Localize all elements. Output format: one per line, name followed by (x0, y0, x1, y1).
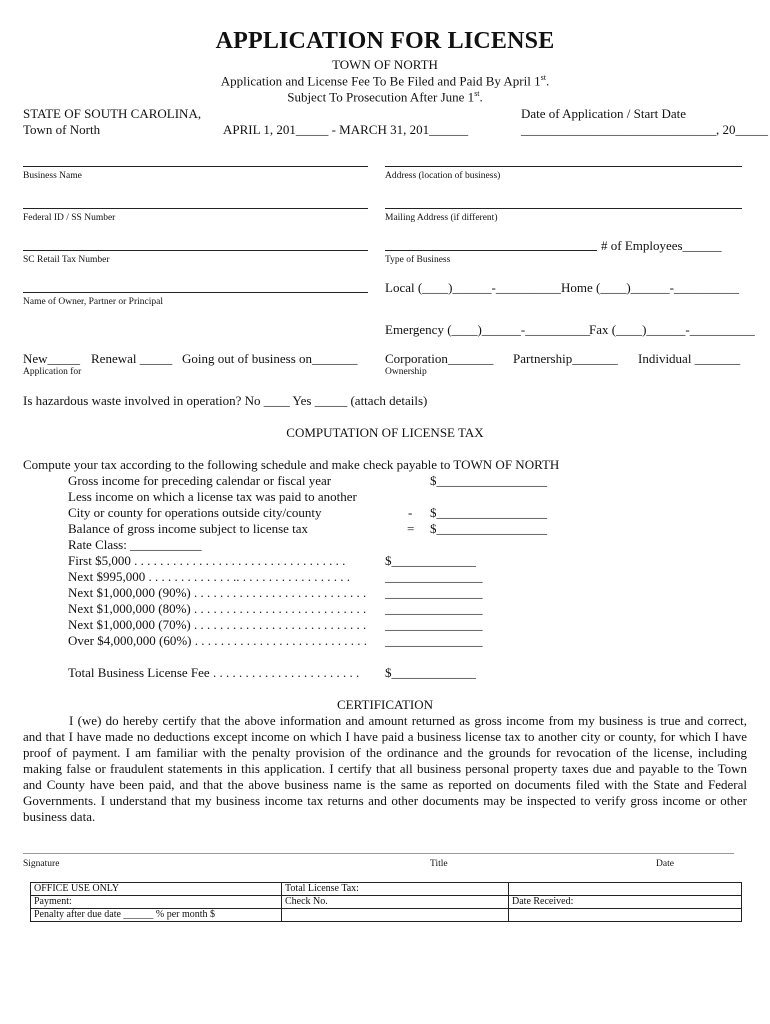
owner-name-field[interactable] (23, 292, 368, 293)
rate-row-field[interactable]: _______________ (385, 633, 483, 648)
rate-row: Next $1,000,000 (90%) . . . . . . . . . . . . . . . . . . . . . . . . . . . (68, 585, 367, 600)
rate-row: Over $4,000,000 (60%) . . . . . . . . . . . . . . . . . . . . . . . . . . . (68, 633, 367, 648)
balance-field[interactable]: $_________________ (430, 521, 547, 536)
office-use-only-cell: OFFICE USE ONLY (31, 883, 282, 896)
rate-row-field[interactable]: _______________ (385, 601, 483, 616)
local-phone-field[interactable]: Local (____)______-__________ (385, 280, 561, 295)
mailing-address-field[interactable] (385, 208, 742, 209)
gross-income-label: Gross income for preceding calendar or fiscal year (68, 473, 332, 488)
individual-field[interactable]: Individual _______ (638, 351, 741, 366)
application-for-label: Application for (23, 367, 82, 377)
less-income-label: Less income on which a license tax was paid to another (68, 489, 357, 504)
total-license-tax-cell[interactable]: Total License Tax: (282, 883, 509, 896)
home-phone-field[interactable]: Home (____)______-__________ (561, 280, 740, 295)
empty-cell (509, 909, 742, 922)
rate-row: Next $995,000 . . . . . . . . . . . . . .. . . . . . . . . . . . . . . . . . (68, 569, 351, 584)
outside-income-field[interactable]: $_________________ (430, 505, 547, 520)
date-received-cell[interactable]: Date Received: (509, 896, 742, 909)
outside-ops-label: City or county for operations outside city/county (68, 505, 322, 520)
rate-row-field[interactable]: $_____________ (385, 553, 476, 568)
date-label: Date (656, 859, 674, 869)
federal-id-label: Federal ID / SS Number (23, 213, 116, 223)
prosecution-notice: Subject To Prosecution After June 1st. (287, 89, 483, 105)
minus-sign: - (408, 505, 413, 520)
fax-field[interactable]: Fax (____)______-__________ (589, 322, 755, 337)
new-field[interactable]: New_____ (23, 351, 81, 366)
address-field[interactable] (385, 166, 742, 167)
balance-label: Balance of gross income subject to license tax (68, 521, 309, 536)
rate-row: Next $1,000,000 (70%) . . . . . . . . . . . . . . . . . . . . . . . . . . . (68, 617, 367, 632)
equals-sign: = (407, 521, 415, 536)
rate-row-field[interactable]: _______________ (385, 585, 483, 600)
town-label: Town of North (23, 122, 101, 137)
state-label: STATE OF SOUTH CAROLINA, (23, 106, 202, 121)
corporation-field[interactable]: Corporation_______ (385, 351, 494, 366)
business-name-field[interactable] (23, 166, 368, 167)
page-title: APPLICATION FOR LICENSE (215, 28, 555, 54)
rate-row-field[interactable]: _______________ (385, 569, 483, 584)
computation-intro: Compute your tax according to the following schedule and make check payable to TOWN OF NORTH (23, 457, 560, 472)
mailing-address-label: Mailing Address (if different) (385, 213, 498, 223)
ownership-label: Ownership (385, 367, 427, 377)
type-of-business-label: Type of Business (385, 255, 451, 265)
employees-field[interactable]: # of Employees______ (601, 238, 722, 253)
computation-heading: COMPUTATION OF LICENSE TAX (286, 425, 484, 440)
rate-row-field[interactable]: _______________ (385, 617, 483, 632)
office-use-table (30, 882, 742, 922)
total-fee-label: Total Business License Fee . . . . . . . . . . . . . . . . . . . . . . . (68, 665, 360, 680)
rate-row: Next $1,000,000 (80%) . . . . . . . . . . . . . . . . . . . . . . . . . . . (68, 601, 367, 616)
type-of-business-field[interactable] (385, 250, 597, 251)
filing-deadline: Application and License Fee To Be Filed and Paid By April 1st. (220, 73, 550, 89)
date-of-application-label: Date of Application / Start Date (521, 106, 686, 121)
partnership-field[interactable]: Partnership_______ (513, 351, 618, 366)
address-label: Address (location of business) (385, 171, 501, 181)
penalty-cell[interactable]: Penalty after due date ______ % per month $ (31, 909, 282, 922)
check-no-cell[interactable]: Check No. (282, 896, 509, 909)
certification-text: I (we) do hereby certify that the above information and amount returned as gross income from my business is true and correct, and that I have made no deductions except income on which I have paid a business license tax to another city or county, for which I have proof of payment. I am familiar with the penalty provision of the ordinance and the grounds for revocation of the license, including making false or fraudulent statements in this application. I certify that all business personal property taxes due and payable to the Town and County have been paid, and that the above business name is the same as reported on documents filed with the State and Federal Governments. I understand that my business income tax returns and other documents may be inspected to verify gross income or other business data. (23, 713, 747, 824)
payment-cell[interactable]: Payment: (31, 896, 282, 909)
sc-retail-tax-label: SC Retail Tax Number (23, 255, 110, 265)
going-out-field[interactable]: Going out of business on_______ (182, 351, 358, 366)
owner-name-label: Name of Owner, Partner or Principal (23, 297, 163, 307)
sc-retail-tax-field[interactable] (23, 250, 368, 251)
hazardous-waste-question[interactable]: Is hazardous waste involved in operation? No ____ Yes _____ (attach details) (23, 393, 428, 408)
emergency-phone-field[interactable]: Emergency (____)______-__________ (385, 322, 591, 337)
license-period[interactable]: APRIL 1, 201_____ - MARCH 31, 201______ (223, 122, 469, 137)
town-heading: TOWN OF NORTH (332, 57, 438, 72)
date-of-application-field[interactable]: ______________________________, 20_____ (521, 122, 768, 137)
business-name-label: Business Name (23, 171, 82, 181)
gross-income-field[interactable]: $_________________ (430, 473, 547, 488)
rate-row: First $5,000 . . . . . . . . . . . . . . . . . . . . . . . . . . . . . . . . . (68, 553, 346, 568)
total-fee-field[interactable]: $_____________ (385, 665, 476, 680)
empty-cell (509, 883, 742, 896)
renewal-field[interactable]: Renewal _____ (91, 351, 173, 366)
federal-id-field[interactable] (23, 208, 368, 209)
empty-cell (282, 909, 509, 922)
rate-class-field[interactable]: Rate Class: ___________ (68, 537, 202, 552)
title-label: Title (430, 859, 448, 869)
signature-line[interactable] (23, 853, 734, 854)
certification-heading: CERTIFICATION (337, 697, 433, 712)
signature-label: Signature (23, 859, 60, 869)
